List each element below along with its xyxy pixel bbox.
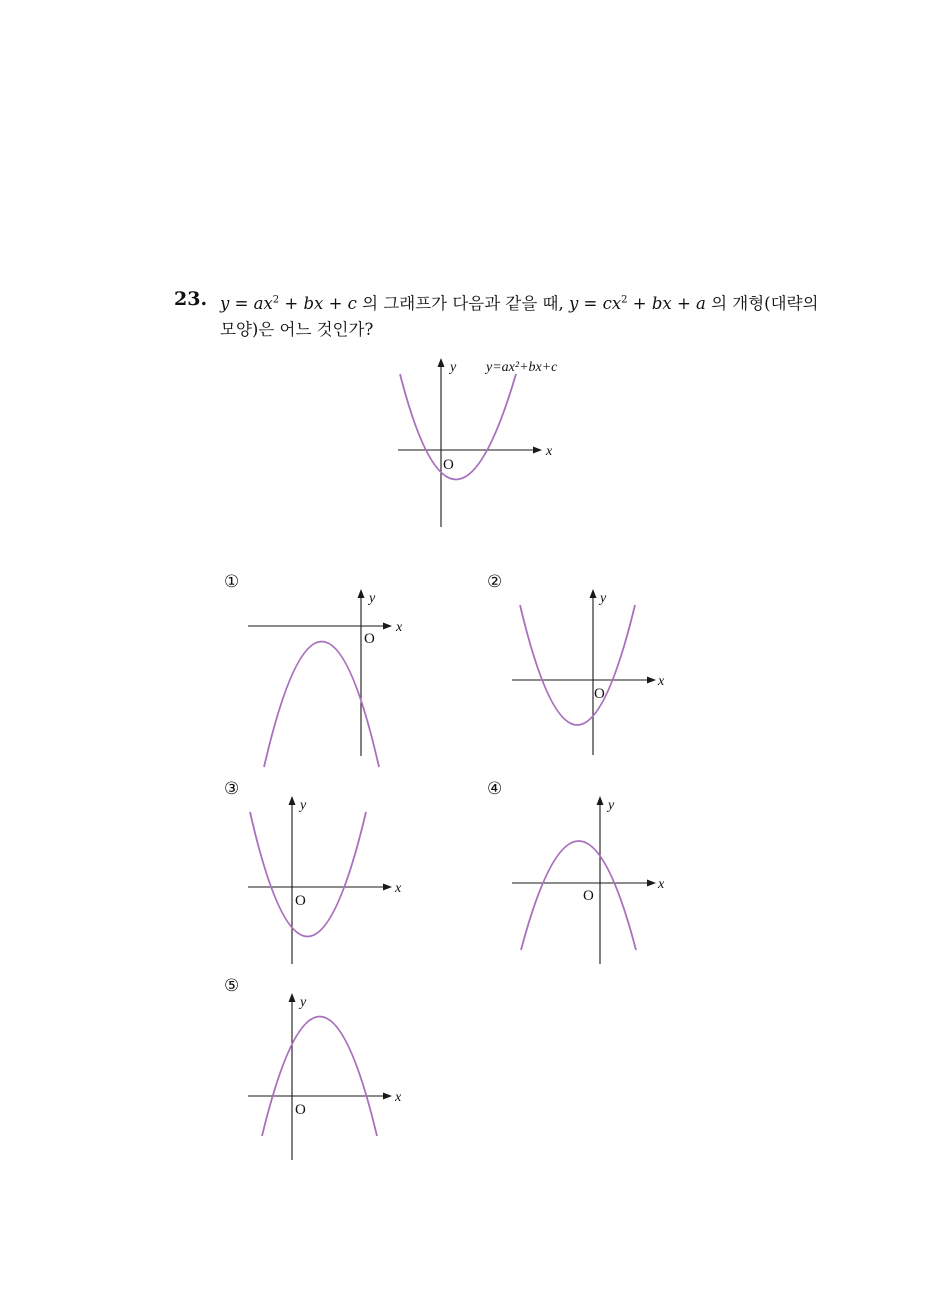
x-axis-label: x bbox=[658, 877, 665, 892]
choice-2-graph bbox=[505, 585, 675, 765]
parabola-curve bbox=[521, 841, 636, 950]
y-axis-label: y bbox=[608, 798, 615, 813]
exponent: 2 bbox=[272, 294, 280, 306]
choice-1-graph bbox=[240, 585, 410, 775]
x-axis-label: x bbox=[395, 881, 402, 896]
y-axis-arrow-icon bbox=[289, 993, 296, 1002]
y-axis-arrow-icon bbox=[289, 796, 296, 805]
x-axis-arrow-icon bbox=[647, 880, 656, 887]
x-axis-arrow-icon bbox=[383, 1093, 392, 1100]
x-axis-arrow-icon bbox=[647, 677, 656, 684]
y-axis-arrow-icon bbox=[590, 589, 597, 598]
x-axis-label: x bbox=[395, 1090, 402, 1105]
parabola-curve bbox=[250, 812, 366, 937]
origin-label: O bbox=[594, 686, 605, 702]
origin-label: O bbox=[583, 888, 594, 904]
y-axis-label: y bbox=[300, 798, 307, 813]
y-axis-arrow-icon bbox=[597, 796, 604, 805]
y-axis-arrow-icon bbox=[358, 589, 365, 598]
choice-2-number: ② bbox=[487, 572, 503, 592]
parabola-curve bbox=[264, 642, 379, 768]
y-axis-label: y bbox=[369, 591, 376, 606]
equation-part: y = cx bbox=[568, 294, 622, 313]
main-parabola-graph bbox=[380, 352, 580, 532]
y-axis-label: y bbox=[600, 591, 607, 606]
question-text: 의 개형(대략의 bbox=[705, 294, 819, 313]
x-axis-label: x bbox=[658, 674, 665, 689]
y-axis-label: y bbox=[300, 995, 307, 1010]
question-text-line-1 bbox=[220, 290, 818, 314]
origin-label: O bbox=[295, 1102, 306, 1118]
choice-5-number: ⑤ bbox=[224, 976, 240, 996]
choice-3-number: ③ bbox=[224, 779, 240, 799]
choice-1-number: ① bbox=[224, 572, 240, 592]
y-axis-arrow-icon bbox=[438, 358, 445, 367]
question-number: 23. bbox=[174, 288, 208, 310]
x-axis-arrow-icon bbox=[533, 447, 542, 454]
exponent: 2 bbox=[621, 294, 628, 306]
question-text: 의 그래프가 다음과 같을 때, bbox=[356, 294, 569, 313]
x-axis-label: x bbox=[546, 444, 553, 459]
y-axis-label: y bbox=[450, 360, 457, 375]
x-axis-label: x bbox=[396, 620, 403, 635]
question-text-line-2: 모양)은 어느 것인가? bbox=[220, 320, 374, 339]
equation-label: y=ax²+bx+c bbox=[486, 360, 558, 375]
equation-part: + bx + a bbox=[627, 294, 706, 313]
origin-label: O bbox=[443, 457, 454, 473]
origin-label: O bbox=[364, 631, 375, 647]
choice-4-graph bbox=[505, 792, 675, 972]
choice-3-graph bbox=[240, 792, 410, 972]
x-axis-arrow-icon bbox=[383, 623, 392, 630]
parabola-curve bbox=[262, 1017, 377, 1137]
parabola-curve bbox=[400, 374, 516, 480]
parabola-curve bbox=[520, 605, 635, 725]
equation-part: + bx + c bbox=[279, 294, 357, 313]
choice-4-number: ④ bbox=[487, 779, 503, 799]
x-axis-arrow-icon bbox=[383, 884, 392, 891]
choice-5-graph bbox=[240, 990, 410, 1170]
equation-part: y = ax bbox=[220, 294, 273, 313]
origin-label: O bbox=[295, 893, 306, 909]
